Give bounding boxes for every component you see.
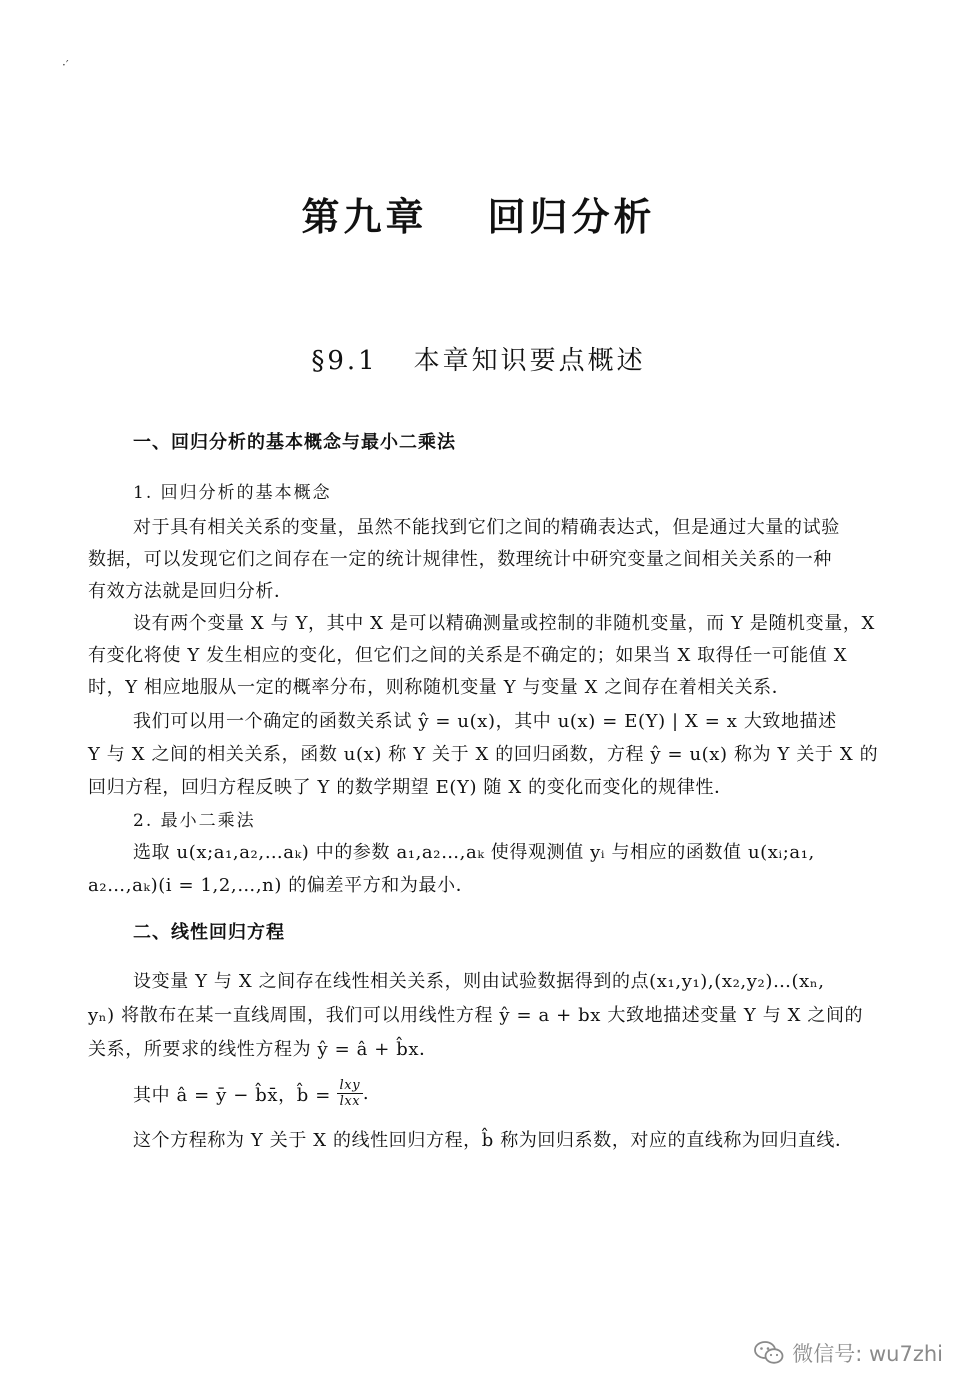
para2-line2: 有变化将使 Y 发生相应的变化，但它们之间的关系是不确定的；如果当 X 取得任一可能值 X [88, 645, 848, 666]
sub2-heading: 2. 最小二乘法 [133, 811, 256, 831]
chapter-title [0, 186, 957, 241]
wechat-icon [754, 1340, 784, 1366]
part2-para2: 这个方程称为 Y 关于 X 的线性回归方程，b̂ 称为回归系数，对应的直线称为回归直线． [133, 1130, 854, 1151]
part2-para1-line1: 设变量 Y 与 X 之间存在线性相关关系，则由试验数据得到的点(x₁,y₁),(x₂,y₂)…(xₙ, [133, 971, 825, 992]
para3-line2: Y 与 X 之间的相关关系，函数 u(x) 称 Y 关于 X 的回归函数，方程 ŷ = u(x) 称为 Y 关于 X 的 [88, 744, 879, 765]
formula-fraction [337, 1078, 363, 1109]
part2-heading: 二、线性回归方程 [133, 922, 285, 943]
section-number: §9.1 [311, 346, 378, 376]
formula-numerator: lxy [339, 1078, 361, 1093]
para3-line3: 回归方程，回归方程反映了 Y 的数学期望 E(Y) 随 X 的变化而变化的规律性． [88, 777, 733, 798]
section-title [0, 340, 957, 377]
chapter-number: 第九章 [301, 195, 428, 239]
formula-suffix: . [362, 1083, 370, 1104]
para4-line1: 选取 u(x;a₁,a₂,…aₖ) 中的参数 a₁,a₂…,aₖ 使得观测值 yᵢ 与相应的函数值 u(xᵢ;a₁, [133, 842, 815, 863]
para4-line2: a₂…,aₖ)(i = 1,2,…,n) 的偏差平方和为最小． [88, 875, 475, 896]
section-title-text: 本章知识要点概述 [413, 346, 646, 376]
para1-line1: 对于具有相关关系的变量，虽然不能找到它们之间的精确表达式，但是通过大量的试验 [133, 517, 840, 538]
sub1-heading: 1. 回归分析的基本概念 [133, 483, 332, 503]
watermark [754, 1338, 943, 1368]
corner-mark: ·′ [62, 58, 69, 72]
para3-line1: 我们可以用一个确定的函数关系试 ŷ = u(x)，其中 u(x) = E(Y) | X = x 大致地描述 [133, 711, 837, 732]
formula-denominator: lxx [339, 1094, 361, 1109]
watermark-text: 微信号: wu7zhi [792, 1342, 943, 1366]
para1-line3: 有效方法就是回归分析． [88, 581, 293, 602]
para1-line2: 数据，可以发现它们之间存在一定的统计规律性，数理统计中研究变量之间相关关系的一种 [88, 549, 832, 570]
formula-prefix: 其中 â = ȳ − b̂x̄，b̂ = [133, 1084, 331, 1106]
part2-para1-line3: 关系，所要求的线性方程为 ŷ = â + b̂x． [88, 1039, 438, 1060]
para2-line3: 时，Y 相应地服从一定的概率分布，则称随机变量 Y 与变量 X 之间存在着相关关系． [88, 677, 791, 698]
part1-heading: 一、回归分析的基本概念与最小二乘法 [133, 432, 456, 453]
coefficient-formula [133, 1078, 369, 1109]
chapter-subtitle: 回归分析 [487, 195, 656, 239]
part2-para1-line2: yₙ) 将散布在某一直线周围，我们可以用线性方程 ŷ = a + bx 大致地描述变量 Y 与 X 之间的 [88, 1005, 864, 1026]
para2-line1: 设有两个变量 X 与 Y，其中 X 是可以精确测量或控制的非随机变量，而 Y 是随机变量，X [133, 613, 875, 634]
